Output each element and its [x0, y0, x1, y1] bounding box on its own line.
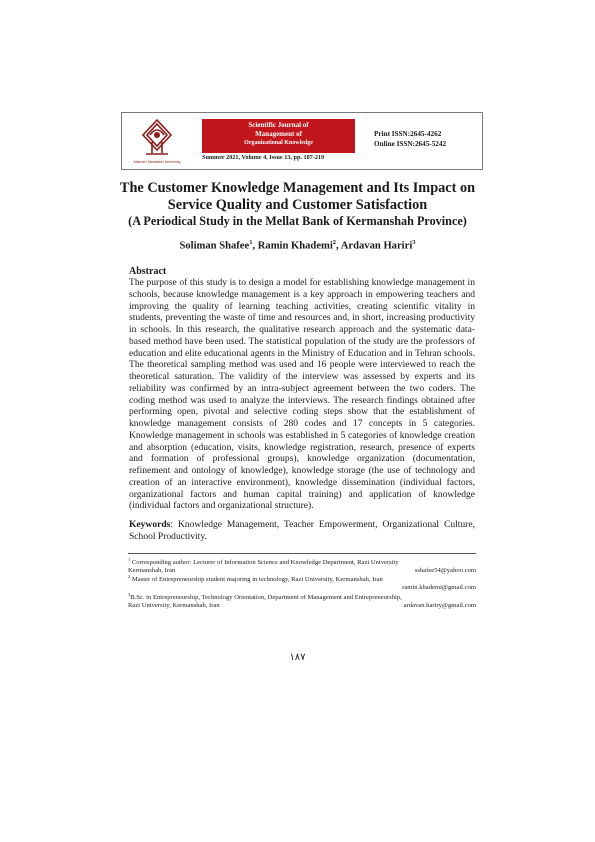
print-issn: Print ISSN:2645-4262 [374, 130, 442, 138]
footnote-mark: 1 [128, 557, 131, 562]
logo-caption: Allameh Tabataba'i University [133, 160, 181, 164]
author-name: Ramin Khademi [257, 240, 333, 252]
paper-title [100, 180, 495, 213]
footnote-2 [128, 573, 476, 593]
footnote-email: sshafee54@yahoo.com [414, 567, 476, 575]
journal-title-box [202, 119, 355, 153]
university-logo [126, 117, 188, 167]
paper-subtitle: (A Periodical Study in the Mellat Bank of Kermanshah Province) [128, 214, 467, 228]
keywords [129, 519, 475, 543]
issue-info: Summer 2021, Volume 4, Issue 13, pp. 187-219 [202, 154, 325, 161]
issn-block [374, 129, 474, 149]
journal-title-line: Scientific Journal of [248, 121, 309, 129]
footnote-rule [128, 553, 476, 554]
author-affiliation-mark: 3 [412, 239, 416, 246]
author-affiliation-mark: 2 [332, 239, 337, 246]
keywords-list: : Knowledge Management, Teacher Empowerment, Organizational Culture, School Productivity. [129, 519, 475, 542]
footnote-text: Corresponding author: Lecturer of Information Science and Knowledge Department, Razi University [131, 559, 399, 567]
title-line: Service Quality and Customer Satisfaction [167, 196, 428, 213]
author-list: Soliman Shafee$^1$, Ramin Khademi$^2$, Ardavan Hariri$^3$ [179, 239, 416, 252]
abstract-text: The purpose of this study is to design a model for establishing knowledge management in schools, because knowledge management is a key approach in empowering teachers and improving the quality of learning teaching activities, creating scientific vitality in students, preventing the waste of time and resources and, in short, increasing productivity in schools. In this research, the qualitative research approach and the systematic data-based method have been used. The statistical population of the study are the professors of education and elite educational agents in the Ministry of Education and in Tehran schools. The theoretical sampling method was used and 16 people were interviewed to reach the theoretical saturation. The validity of the interview was assessed by experts and its reliability was confirmed by an intra-subject agreement between the two coders. The coding method was used to analyze the interviews. The research findings obtained after performing open, pivotal and selective coding steps show that the establishment of knowledge management consists of 280 codes and 17 concepts in 5 categories. Knowledge management in schools was established in 5 categories of knowledge creation and absorption (education, visits, knowledge registration, research, presence of experts and formation of professional groups), knowledge organization (documentation, refinement and ontology of knowledge), knowledge storage (the use of technology and creation of an interactive environment), knowledge dissemination (individual factors, organizational factors and human capital training) and application of knowledge (individual factors and organizational structure). [129, 277, 475, 512]
journal-header [121, 112, 483, 170]
author-name: Ardavan Hariri [340, 240, 413, 252]
keywords-label: Keywords [129, 519, 171, 530]
author-name: Soliman Shafee [179, 240, 250, 252]
title-line: The Customer Knowledge Management and Its Impact on [119, 180, 476, 196]
online-issn: Online ISSN:2645-5242 [374, 140, 447, 148]
abstract-heading: Abstract [129, 266, 167, 277]
journal-title-line: Organizational Knowledge [244, 140, 313, 146]
footnote-place: Razi University, Kermanshah, Iran [128, 602, 220, 610]
footnote-3 [128, 591, 476, 611]
footnote-text: Master of Entrepreneurship student majoring in technology, Razi University, Kermanshah, Iran [131, 576, 383, 584]
footnote-mark: 3 [128, 592, 131, 597]
footnote-mark: 2 [128, 574, 131, 579]
footnote-email: ramin.khademi@gmail.com [402, 584, 476, 592]
author-affiliation-mark: 1 [249, 239, 253, 246]
footnote-text: B.Sc. in Entrepreneurship, Technology Orientation, Department of Management and Entrepreneurship, [130, 594, 402, 602]
journal-title-line: Management of [255, 130, 302, 138]
footnote-place: Kermanshah, Iran [128, 567, 176, 575]
page-number: ۱۸۷ [289, 652, 306, 663]
footnote-email: ardavan.hariry@gmail.com [403, 602, 476, 610]
